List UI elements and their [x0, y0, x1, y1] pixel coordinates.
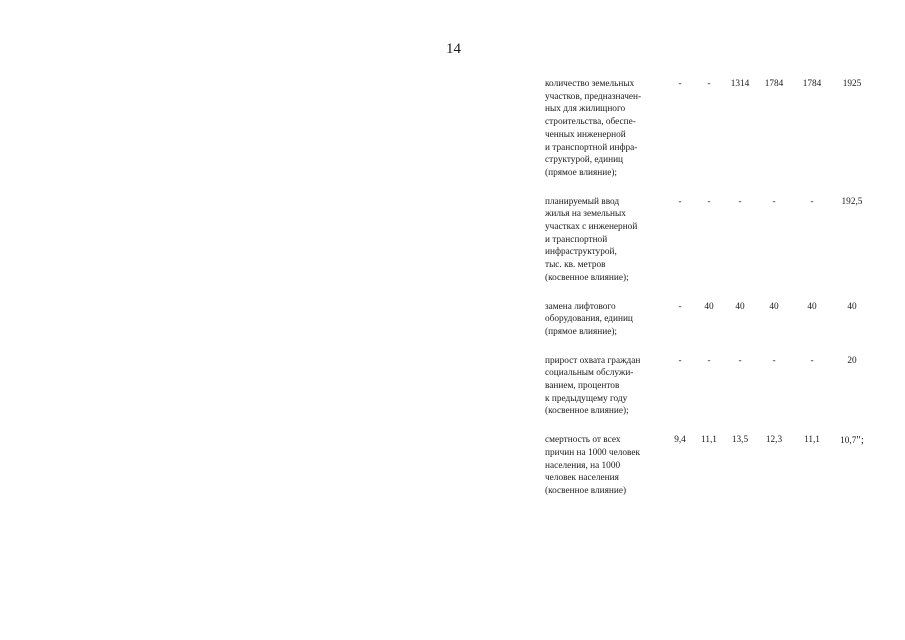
table-cell: 192,5: [841, 196, 863, 207]
closing-quote-mark: ";: [856, 434, 864, 447]
table-cell: 1314: [730, 79, 750, 89]
table-cell: 1925: [842, 79, 862, 89]
table-cell: -: [678, 196, 682, 207]
table-cell: -: [738, 355, 742, 366]
table-row: [545, 301, 875, 339]
table-cell: -: [810, 196, 814, 207]
table-cell: 10,7: [840, 436, 857, 447]
table-cell: 11,1: [701, 435, 717, 446]
table-cell: 1784: [802, 79, 822, 89]
table-row: [545, 196, 875, 285]
table-cell: -: [678, 301, 682, 312]
table-cell: 40: [704, 301, 714, 312]
indicator-label: прирост охвата граждан социальным обслужи- ванием, процентов к предыдущему году (косвенное влияние);: [545, 355, 641, 417]
indicator-label: смертность от всех причин на 1000 человек населения, на 1000 человек населения (косвенное влияние): [545, 435, 640, 496]
table-cell: -: [678, 79, 682, 89]
table-row: [545, 355, 875, 419]
table-cell: 12,3: [765, 435, 783, 446]
page-number: 14: [446, 41, 461, 57]
table-cell-with-closing-mark: [832, 434, 872, 448]
indicator-table: [545, 78, 875, 514]
table-row: [545, 78, 875, 180]
table-cell: 9,4: [674, 435, 686, 446]
table-cell: 11,1: [804, 435, 820, 446]
table-cell: 40: [807, 301, 817, 312]
table-cell: 13,5: [731, 435, 749, 446]
table-cell: -: [678, 355, 682, 366]
table-cell: 40: [769, 301, 779, 312]
table-row: [545, 434, 875, 498]
indicator-label: планируемый ввод жилья на земельных участках с инженерной и транспортной инфраструктурой, тыс. кв. метров (косвенное влияние);: [545, 196, 638, 283]
table-cell: -: [707, 196, 711, 207]
table-cell: -: [772, 196, 776, 207]
table-cell: 20: [847, 355, 857, 366]
indicator-label: количество земельных участков, предназначен- ных для жилищного строительства, обеспе- ченных инженерной и транспортной инфра- структурой, единиц (прямое влияние);: [545, 79, 642, 178]
table-cell: -: [707, 355, 711, 366]
indicator-label: замена лифтового оборудования, единиц (прямое влияние);: [545, 301, 633, 337]
table-cell: -: [772, 355, 776, 366]
table-cell: 1784: [764, 79, 784, 89]
table-cell: -: [707, 79, 711, 89]
table-cell: 40: [847, 301, 857, 312]
table-cell: 40: [735, 301, 745, 312]
table-cell: -: [738, 196, 742, 207]
table-cell: -: [810, 355, 814, 366]
